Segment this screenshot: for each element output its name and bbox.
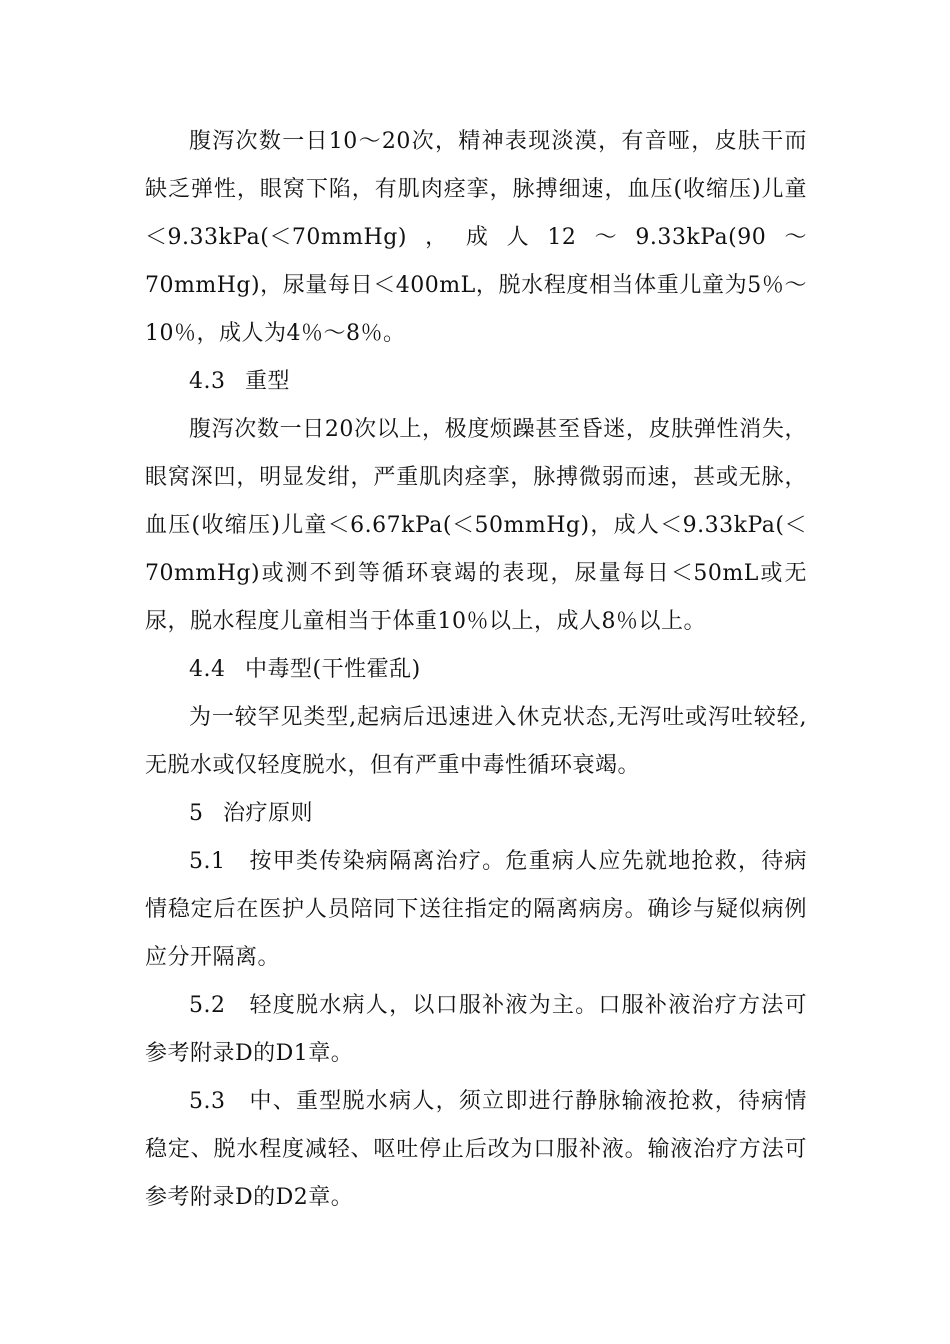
paragraph-5-3: 5.3 中、重型脱水病人，须立即进行静脉输液抢救，待病情稳定、脱水程度减轻、呕吐停止后改为口服补液。输液治疗方法可参考附录D的D2章。	[145, 1089, 807, 1210]
section-title: 中毒型(干性霍乱)	[245, 657, 421, 682]
paragraph-toxic-type: 为一较罕见类型,起病后迅速进入休克状态,无泻吐或泻吐较轻,无脱水或仅轻度脱水，但有严重中毒性循环衰竭。	[145, 705, 807, 778]
section-title: 重型	[245, 369, 291, 394]
paragraph-5-2: 5.2 轻度脱水病人，以口服补液为主。口服补液治疗方法可参考附录D的D1章。	[145, 993, 807, 1066]
section-heading-4-3	[145, 358, 807, 406]
paragraph-severe-type: 腹泻次数一日20次以上，极度烦躁甚至昏迷，皮肤弹性消失，眼窝深凹，明显发绀，严重肌肉痉挛，脉搏微弱而速，甚或无脉，血压(收缩压)儿童＜6.67kPa(＜50mmHg)，成人＜9.33kPa(＜70mmHg)或测不到等循环衰竭的表现，尿量每日＜50mL或无尿，脱水程度儿童相当于体重10％以上，成人8％以上。	[145, 417, 807, 634]
paragraph-moderate-type: 腹泻次数一日10～20次，精神表现淡漠，有音哑，皮肤干而缺乏弹性，眼窝下陷，有肌肉痉挛，脉搏细速，血压(收缩压)儿童＜9.33kPa(＜70mmHg)，成人12～9.33kPa(90～70mmHg)，尿量每日＜400mL，脱水程度相当体重儿童为5％～10％，成人为4％～8％。	[145, 129, 807, 346]
section-heading-5	[145, 790, 807, 838]
paragraph-5-1: 5.1 按甲类传染病隔离治疗。危重病人应先就地抢救，待病情稳定后在医护人员陪同下送往指定的隔离病房。确诊与疑似病例应分开隔离。	[145, 849, 807, 970]
section-heading-4-4	[145, 646, 807, 694]
section-title: 治疗原则	[223, 801, 314, 826]
section-number: 5	[189, 801, 204, 826]
document-body	[145, 118, 807, 1222]
section-number: 4.4	[189, 657, 226, 682]
section-number: 4.3	[189, 369, 226, 394]
